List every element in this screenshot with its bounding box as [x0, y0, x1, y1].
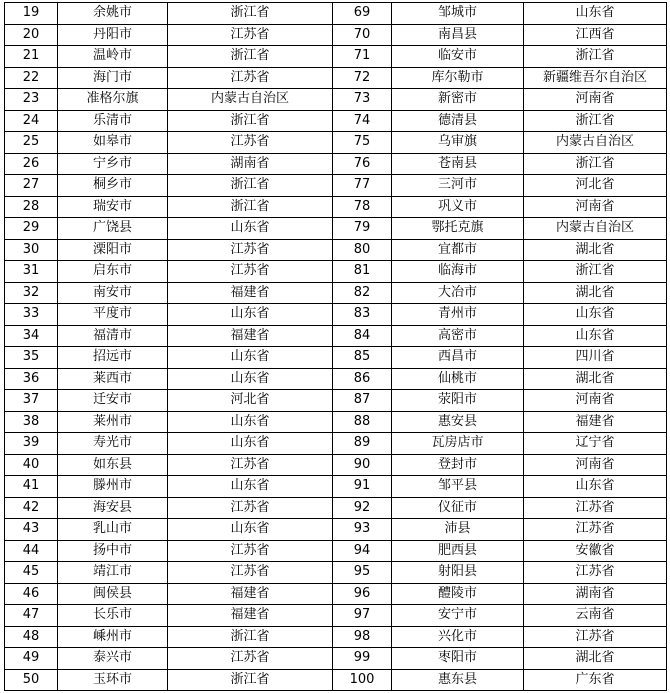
table-row [5, 411, 667, 433]
right-province-cell: 浙江省 [524, 46, 667, 68]
right-city-cell: 临海市 [392, 261, 524, 283]
left-rank-cell: 48 [5, 626, 58, 648]
left-rank-cell: 46 [5, 583, 58, 605]
table-row [5, 669, 667, 691]
left-city-cell: 余姚市 [58, 3, 168, 25]
right-city-cell: 南昌县 [392, 24, 524, 46]
right-city-cell: 沛县 [392, 519, 524, 541]
left-rank-cell: 27 [5, 175, 58, 197]
left-city-cell: 溧阳市 [58, 239, 168, 261]
left-city-cell: 招远市 [58, 347, 168, 369]
left-province-cell: 福建省 [168, 605, 333, 627]
left-rank-cell: 19 [5, 3, 58, 25]
left-province-cell: 浙江省 [168, 669, 333, 691]
left-city-cell: 如皋市 [58, 132, 168, 154]
right-province-cell: 山东省 [524, 325, 667, 347]
left-city-cell: 海安县 [58, 497, 168, 519]
right-rank-cell: 72 [333, 67, 392, 89]
left-rank-cell: 45 [5, 562, 58, 584]
right-rank-cell: 95 [333, 562, 392, 584]
left-rank-cell: 23 [5, 89, 58, 111]
left-city-cell: 莱西市 [58, 368, 168, 390]
right-rank-cell: 75 [333, 132, 392, 154]
right-rank-cell: 89 [333, 433, 392, 455]
left-province-cell: 山东省 [168, 519, 333, 541]
right-city-cell: 新密市 [392, 89, 524, 111]
table-row [5, 605, 667, 627]
right-province-cell: 福建省 [524, 411, 667, 433]
right-province-cell: 湖南省 [524, 583, 667, 605]
left-province-cell: 福建省 [168, 325, 333, 347]
right-province-cell: 浙江省 [524, 110, 667, 132]
right-city-cell: 青州市 [392, 304, 524, 326]
right-province-cell: 浙江省 [524, 153, 667, 175]
table-row [5, 110, 667, 132]
right-rank-cell: 92 [333, 497, 392, 519]
table-row [5, 583, 667, 605]
left-rank-cell: 44 [5, 540, 58, 562]
table-row [5, 540, 667, 562]
left-city-cell: 嵊州市 [58, 626, 168, 648]
right-city-cell: 仪征市 [392, 497, 524, 519]
right-city-cell: 乌审旗 [392, 132, 524, 154]
right-province-cell: 江苏省 [524, 562, 667, 584]
right-city-cell: 临安市 [392, 46, 524, 68]
left-rank-cell: 37 [5, 390, 58, 412]
left-province-cell: 浙江省 [168, 626, 333, 648]
table-row [5, 3, 667, 25]
table-row [5, 89, 667, 111]
table-row [5, 282, 667, 304]
right-city-cell: 仙桃市 [392, 368, 524, 390]
table-row [5, 325, 667, 347]
right-province-cell: 河南省 [524, 390, 667, 412]
left-city-cell: 平度市 [58, 304, 168, 326]
left-city-cell: 乐清市 [58, 110, 168, 132]
left-city-cell: 瑞安市 [58, 196, 168, 218]
left-province-cell: 山东省 [168, 347, 333, 369]
left-rank-cell: 28 [5, 196, 58, 218]
right-province-cell: 湖北省 [524, 282, 667, 304]
left-province-cell: 山东省 [168, 218, 333, 240]
right-rank-cell: 93 [333, 519, 392, 541]
right-rank-cell: 79 [333, 218, 392, 240]
left-province-cell: 山东省 [168, 304, 333, 326]
right-province-cell: 湖北省 [524, 648, 667, 670]
right-province-cell: 河北省 [524, 175, 667, 197]
left-rank-cell: 49 [5, 648, 58, 670]
right-province-cell: 四川省 [524, 347, 667, 369]
right-province-cell: 新疆维吾尔自治区 [524, 67, 667, 89]
left-city-cell: 宁乡市 [58, 153, 168, 175]
right-city-cell: 兴化市 [392, 626, 524, 648]
right-city-cell: 苍南县 [392, 153, 524, 175]
table-row [5, 304, 667, 326]
left-rank-cell: 35 [5, 347, 58, 369]
left-province-cell: 山东省 [168, 411, 333, 433]
right-rank-cell: 87 [333, 390, 392, 412]
table-row [5, 196, 667, 218]
table-row [5, 46, 667, 68]
left-city-cell: 寿光市 [58, 433, 168, 455]
right-province-cell: 内蒙古自治区 [524, 218, 667, 240]
right-rank-cell: 82 [333, 282, 392, 304]
left-rank-cell: 38 [5, 411, 58, 433]
right-rank-cell: 98 [333, 626, 392, 648]
right-city-cell: 邹城市 [392, 3, 524, 25]
table-row [5, 390, 667, 412]
left-rank-cell: 21 [5, 46, 58, 68]
right-rank-cell: 84 [333, 325, 392, 347]
right-city-cell: 肥西县 [392, 540, 524, 562]
table-row [5, 347, 667, 369]
right-rank-cell: 78 [333, 196, 392, 218]
left-province-cell: 江苏省 [168, 67, 333, 89]
table-row [5, 239, 667, 261]
right-rank-cell: 91 [333, 476, 392, 498]
left-province-cell: 江苏省 [168, 24, 333, 46]
right-rank-cell: 69 [333, 3, 392, 25]
table-row [5, 261, 667, 283]
right-province-cell: 辽宁省 [524, 433, 667, 455]
left-province-cell: 江苏省 [168, 497, 333, 519]
right-rank-cell: 81 [333, 261, 392, 283]
table-row [5, 562, 667, 584]
right-rank-cell: 83 [333, 304, 392, 326]
left-city-cell: 广饶县 [58, 218, 168, 240]
right-rank-cell: 99 [333, 648, 392, 670]
right-rank-cell: 77 [333, 175, 392, 197]
table-row [5, 519, 667, 541]
right-province-cell: 内蒙古自治区 [524, 132, 667, 154]
left-province-cell: 江苏省 [168, 132, 333, 154]
ranking-sheet [4, 2, 666, 691]
left-city-cell: 泰兴市 [58, 648, 168, 670]
left-city-cell: 准格尔旗 [58, 89, 168, 111]
right-city-cell: 瓦房店市 [392, 433, 524, 455]
right-province-cell: 江苏省 [524, 626, 667, 648]
right-province-cell: 河南省 [524, 454, 667, 476]
left-rank-cell: 25 [5, 132, 58, 154]
right-province-cell: 云南省 [524, 605, 667, 627]
right-province-cell: 山东省 [524, 304, 667, 326]
right-province-cell: 山东省 [524, 476, 667, 498]
left-province-cell: 山东省 [168, 433, 333, 455]
right-rank-cell: 100 [333, 669, 392, 691]
right-city-cell: 邹平县 [392, 476, 524, 498]
right-rank-cell: 97 [333, 605, 392, 627]
right-rank-cell: 80 [333, 239, 392, 261]
left-province-cell: 江苏省 [168, 648, 333, 670]
left-city-cell: 闽侯县 [58, 583, 168, 605]
left-city-cell: 丹阳市 [58, 24, 168, 46]
left-city-cell: 南安市 [58, 282, 168, 304]
right-rank-cell: 96 [333, 583, 392, 605]
left-rank-cell: 39 [5, 433, 58, 455]
right-rank-cell: 74 [333, 110, 392, 132]
left-rank-cell: 42 [5, 497, 58, 519]
right-city-cell: 库尔勒市 [392, 67, 524, 89]
left-province-cell: 浙江省 [168, 110, 333, 132]
right-city-cell: 鄂托克旗 [392, 218, 524, 240]
right-city-cell: 高密市 [392, 325, 524, 347]
left-city-cell: 靖江市 [58, 562, 168, 584]
right-rank-cell: 86 [333, 368, 392, 390]
table-row [5, 368, 667, 390]
right-province-cell: 湖北省 [524, 239, 667, 261]
left-province-cell: 江苏省 [168, 261, 333, 283]
left-province-cell: 山东省 [168, 476, 333, 498]
right-city-cell: 宜都市 [392, 239, 524, 261]
left-rank-cell: 33 [5, 304, 58, 326]
county-ranking-table [4, 2, 667, 691]
left-rank-cell: 20 [5, 24, 58, 46]
right-province-cell: 河南省 [524, 196, 667, 218]
left-province-cell: 江苏省 [168, 239, 333, 261]
left-province-cell: 湖南省 [168, 153, 333, 175]
right-province-cell: 安徽省 [524, 540, 667, 562]
left-province-cell: 浙江省 [168, 3, 333, 25]
right-rank-cell: 85 [333, 347, 392, 369]
right-province-cell: 山东省 [524, 3, 667, 25]
left-city-cell: 福清市 [58, 325, 168, 347]
left-city-cell: 迁安市 [58, 390, 168, 412]
left-city-cell: 温岭市 [58, 46, 168, 68]
table-row [5, 218, 667, 240]
right-rank-cell: 71 [333, 46, 392, 68]
left-rank-cell: 32 [5, 282, 58, 304]
right-city-cell: 三河市 [392, 175, 524, 197]
left-province-cell: 江苏省 [168, 454, 333, 476]
right-city-cell: 惠东县 [392, 669, 524, 691]
table-row [5, 132, 667, 154]
left-rank-cell: 29 [5, 218, 58, 240]
table-row [5, 175, 667, 197]
right-province-cell: 江西省 [524, 24, 667, 46]
left-city-cell: 扬中市 [58, 540, 168, 562]
right-city-cell: 西昌市 [392, 347, 524, 369]
left-rank-cell: 50 [5, 669, 58, 691]
left-province-cell: 浙江省 [168, 196, 333, 218]
right-rank-cell: 70 [333, 24, 392, 46]
right-rank-cell: 76 [333, 153, 392, 175]
right-city-cell: 安宁市 [392, 605, 524, 627]
right-rank-cell: 90 [333, 454, 392, 476]
left-rank-cell: 22 [5, 67, 58, 89]
left-province-cell: 河北省 [168, 390, 333, 412]
left-province-cell: 山东省 [168, 368, 333, 390]
table-row [5, 626, 667, 648]
left-city-cell: 玉环市 [58, 669, 168, 691]
left-province-cell: 内蒙古自治区 [168, 89, 333, 111]
right-rank-cell: 88 [333, 411, 392, 433]
table-row [5, 454, 667, 476]
left-rank-cell: 41 [5, 476, 58, 498]
table-row [5, 476, 667, 498]
left-rank-cell: 47 [5, 605, 58, 627]
right-province-cell: 河南省 [524, 89, 667, 111]
left-province-cell: 江苏省 [168, 562, 333, 584]
left-province-cell: 福建省 [168, 282, 333, 304]
right-city-cell: 惠安县 [392, 411, 524, 433]
table-body [5, 3, 667, 691]
right-city-cell: 射阳县 [392, 562, 524, 584]
right-province-cell: 江苏省 [524, 497, 667, 519]
table-row [5, 648, 667, 670]
left-city-cell: 乳山市 [58, 519, 168, 541]
table-row [5, 24, 667, 46]
left-city-cell: 长乐市 [58, 605, 168, 627]
right-city-cell: 德清县 [392, 110, 524, 132]
table-row [5, 497, 667, 519]
left-rank-cell: 40 [5, 454, 58, 476]
right-province-cell: 广东省 [524, 669, 667, 691]
right-province-cell: 江苏省 [524, 519, 667, 541]
left-rank-cell: 26 [5, 153, 58, 175]
left-rank-cell: 43 [5, 519, 58, 541]
left-province-cell: 江苏省 [168, 540, 333, 562]
left-province-cell: 浙江省 [168, 175, 333, 197]
right-city-cell: 大冶市 [392, 282, 524, 304]
right-rank-cell: 94 [333, 540, 392, 562]
left-city-cell: 滕州市 [58, 476, 168, 498]
left-city-cell: 如东县 [58, 454, 168, 476]
right-city-cell: 巩义市 [392, 196, 524, 218]
left-province-cell: 浙江省 [168, 46, 333, 68]
table-row [5, 433, 667, 455]
right-city-cell: 枣阳市 [392, 648, 524, 670]
left-rank-cell: 24 [5, 110, 58, 132]
left-rank-cell: 34 [5, 325, 58, 347]
left-rank-cell: 31 [5, 261, 58, 283]
left-rank-cell: 36 [5, 368, 58, 390]
left-rank-cell: 30 [5, 239, 58, 261]
left-city-cell: 桐乡市 [58, 175, 168, 197]
right-province-cell: 浙江省 [524, 261, 667, 283]
right-province-cell: 湖北省 [524, 368, 667, 390]
left-city-cell: 启东市 [58, 261, 168, 283]
left-city-cell: 莱州市 [58, 411, 168, 433]
left-province-cell: 福建省 [168, 583, 333, 605]
right-city-cell: 醴陵市 [392, 583, 524, 605]
right-city-cell: 荥阳市 [392, 390, 524, 412]
right-city-cell: 登封市 [392, 454, 524, 476]
table-row [5, 67, 667, 89]
right-rank-cell: 73 [333, 89, 392, 111]
left-city-cell: 海门市 [58, 67, 168, 89]
table-row [5, 153, 667, 175]
